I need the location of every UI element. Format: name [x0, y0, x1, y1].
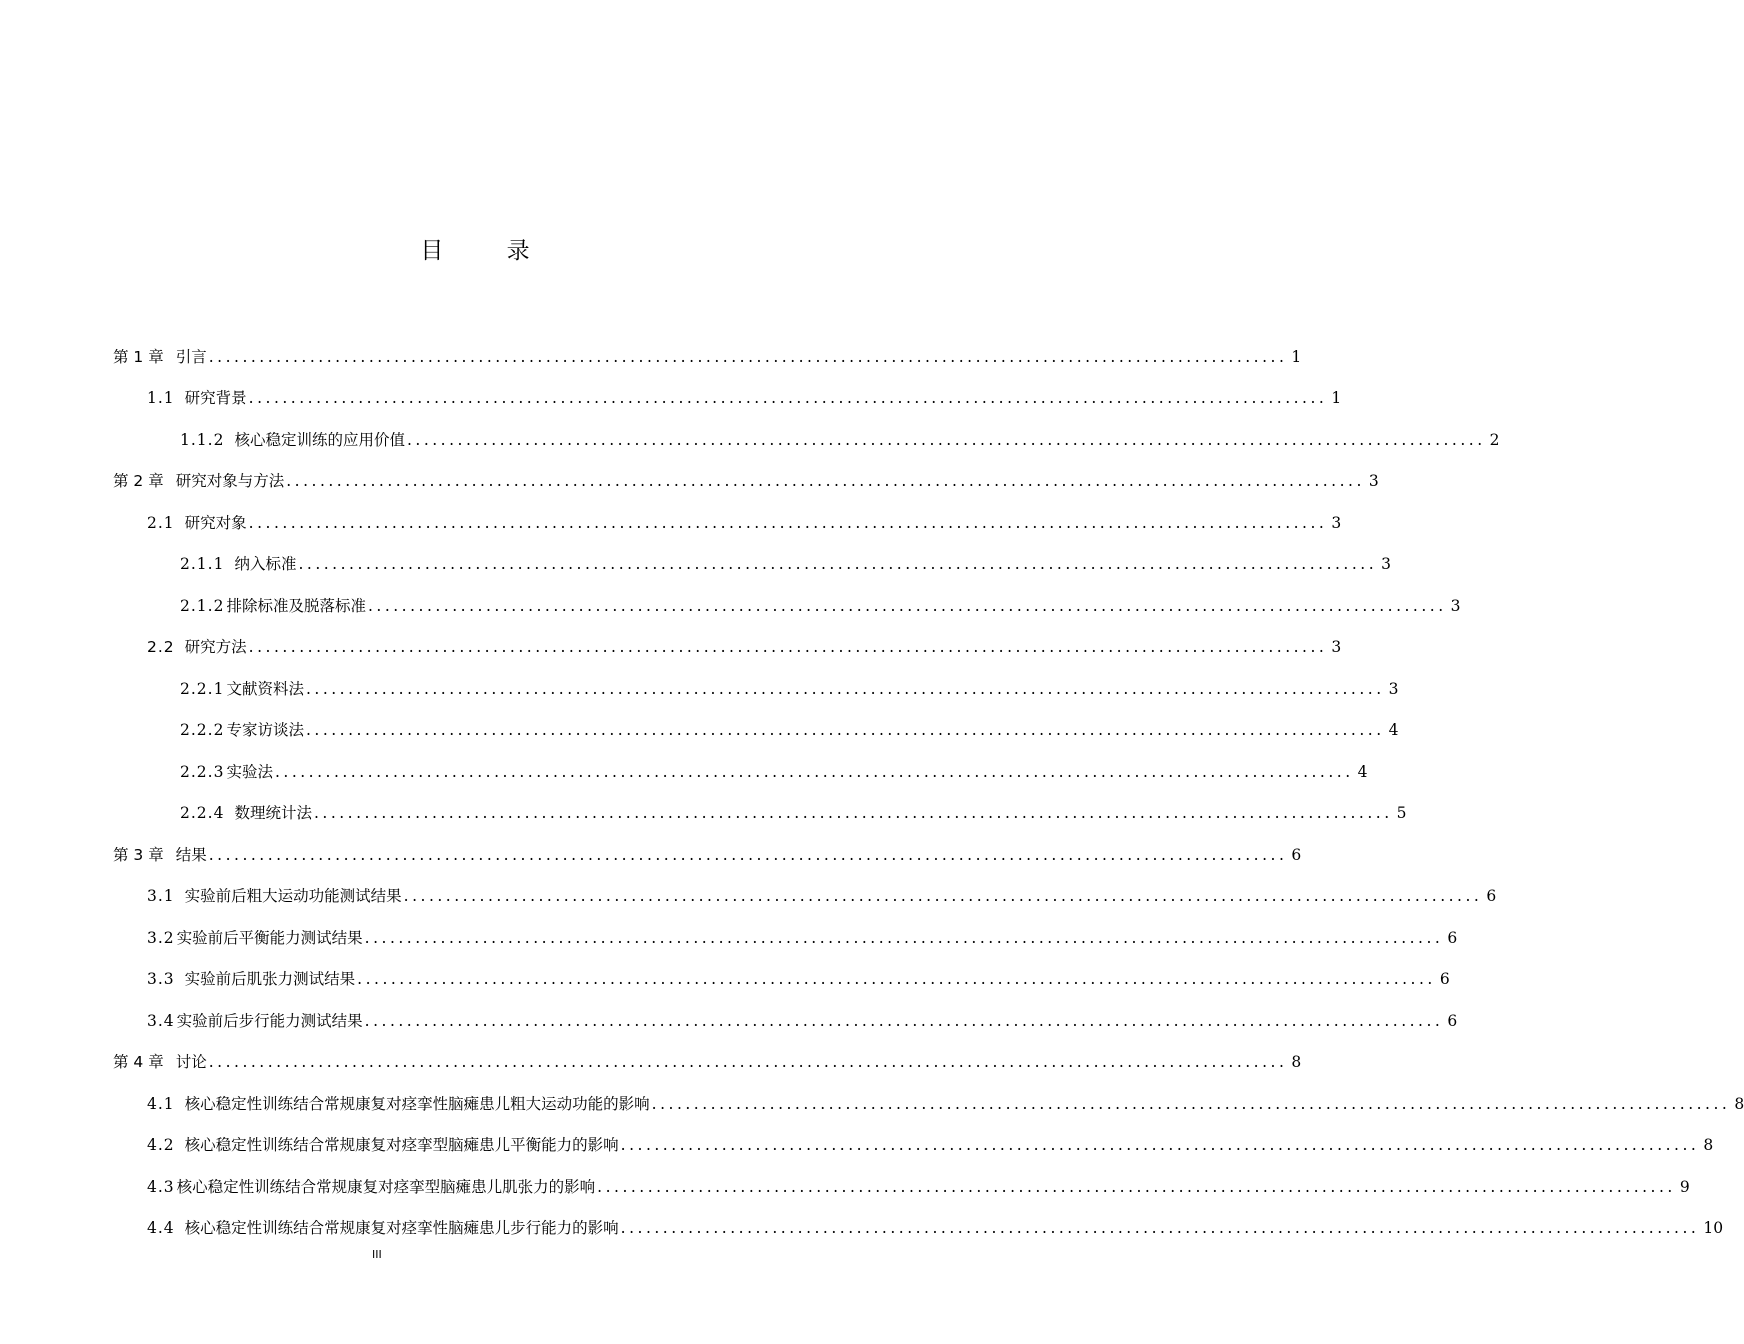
toc-entry-2-2-3[interactable]: [180, 759, 1368, 785]
toc-entry-label: 核心稳定性训练结合常规康复对痉挛型脑瘫患儿肌张力的影响: [176, 1178, 596, 1196]
toc-page-number: 6: [1447, 1012, 1458, 1030]
toc-page-number: 4: [1357, 763, 1368, 781]
toc-page-number: 8: [1734, 1095, 1744, 1113]
toc-leader-dots: ................................................................................................................................: [313, 804, 1393, 822]
toc-entry-1-1-2[interactable]: [180, 427, 1500, 453]
toc-entry-number: 2.2.1: [180, 680, 225, 698]
toc-entry-number: 第 1 章: [113, 348, 164, 366]
toc-title: 目 录: [420, 238, 558, 264]
toc-entry-number: 1.1: [147, 389, 175, 407]
toc-leader-dots: ................................................................................................................................: [597, 1178, 1676, 1196]
toc-entry-label: 研究对象: [184, 514, 247, 532]
toc-leader-dots: ................................................................................................................................: [208, 348, 1288, 366]
toc-entry-label: 研究对象与方法: [175, 472, 285, 490]
toc-leader-dots: ................................................................................................................................: [248, 389, 1328, 407]
toc-page-number: 6: [1439, 970, 1450, 988]
toc-leader-dots: ................................................................................................................................: [274, 763, 1354, 781]
toc-entry-number: 第 3 章: [113, 846, 164, 864]
toc-entry-label: 核心稳定性训练结合常规康复对痉挛型脑瘫患儿平衡能力的影响: [184, 1136, 619, 1154]
toc-leader-dots: ................................................................................................................................: [364, 1012, 1444, 1030]
toc-page-number: 6: [1447, 929, 1458, 947]
toc-entry-chapter-4[interactable]: [113, 1049, 1302, 1075]
toc-page-number: 8: [1703, 1136, 1714, 1154]
toc-entry-number: 第 2 章: [113, 472, 164, 490]
toc-leader-dots: ................................................................................................................................: [286, 472, 1365, 490]
toc-leader-dots: ................................................................................................................................: [248, 638, 1328, 656]
toc-entry-label: 数理统计法: [234, 804, 312, 822]
toc-entry-number: 3.4: [147, 1012, 175, 1030]
toc-page-number: 4: [1388, 721, 1399, 739]
toc-entry-3-4[interactable]: [147, 1008, 1458, 1034]
toc-entry-label: 排除标准及脱落标准: [226, 597, 366, 615]
toc-page-number: 10: [1703, 1219, 1724, 1237]
toc-entry-label: 结果: [175, 846, 207, 864]
toc-entry-number: 3.1: [147, 887, 175, 905]
toc-entry-3-2[interactable]: [147, 925, 1458, 951]
toc-entry-4-4[interactable]: [147, 1215, 1724, 1241]
toc-leader-dots: ................................................................................................................................: [367, 597, 1447, 615]
toc-entry-2-2[interactable]: [147, 634, 1342, 660]
toc-page-number: 3: [1381, 555, 1391, 573]
toc-entry-label: 研究方法: [184, 638, 247, 656]
toc-leader-dots: ................................................................................................................................: [403, 887, 1483, 905]
toc-entry-label: 讨论: [175, 1053, 207, 1071]
toc-page-number: 3: [1368, 472, 1379, 490]
toc-entry-3-1[interactable]: [147, 883, 1497, 909]
toc-page-number: 1: [1331, 389, 1342, 407]
toc-page-number: 5: [1396, 804, 1407, 822]
toc-entry-2-2-4[interactable]: [180, 800, 1407, 826]
toc-page-number: 3: [1331, 514, 1342, 532]
toc-entry-2-1-1[interactable]: [180, 551, 1391, 577]
toc-entry-number: 4.1: [147, 1095, 175, 1113]
toc-leader-dots: ................................................................................................................................: [208, 1053, 1288, 1071]
toc-leader-dots: ................................................................................................................................: [357, 970, 1436, 988]
toc-entry-number: 3.3: [147, 970, 175, 988]
toc-entry-4-2[interactable]: [147, 1132, 1714, 1158]
toc-entry-2-1-2[interactable]: [180, 593, 1461, 619]
toc-entry-number: 3.2: [147, 929, 175, 947]
toc-leader-dots: ................................................................................................................................: [208, 846, 1288, 864]
footer-page-number: III: [372, 1248, 382, 1261]
toc-page-number: 3: [1450, 597, 1461, 615]
toc-entry-3-3[interactable]: [147, 966, 1450, 992]
toc-entry-label: 实验前后肌张力测试结果: [184, 970, 356, 988]
toc-page-number: 3: [1388, 680, 1399, 698]
toc-page-number: 8: [1291, 1053, 1302, 1071]
toc-entry-label: 实验法: [226, 763, 273, 781]
toc-entry-label: 实验前后步行能力测试结果: [176, 1012, 363, 1030]
toc-entry-number: 4.3: [147, 1178, 175, 1196]
toc-entry-2-2-2[interactable]: [180, 717, 1399, 743]
toc-entry-label: 研究背景: [184, 389, 247, 407]
toc-entry-label: 核心稳定训练的应用价值: [234, 431, 405, 449]
toc-leader-dots: ................................................................................................................................: [364, 929, 1444, 947]
toc-entry-label: 实验前后平衡能力测试结果: [176, 929, 363, 947]
toc-leader-dots: ................................................................................................................................: [406, 431, 1486, 449]
toc-page-number: 3: [1331, 638, 1342, 656]
toc-entry-number: 2.2.2: [180, 721, 225, 739]
toc-entry-1-1[interactable]: [147, 385, 1342, 411]
toc-leader-dots: ................................................................................................................................: [248, 514, 1328, 532]
toc-leader-dots: ................................................................................................................................: [651, 1095, 1731, 1113]
toc-entry-label: 专家访谈法: [226, 721, 304, 739]
toc-entry-number: 4.4: [147, 1219, 175, 1237]
toc-entry-label: 纳入标准: [234, 555, 297, 573]
toc-entry-chapter-3[interactable]: [113, 842, 1302, 868]
toc-entry-number: 2.1.2: [180, 597, 225, 615]
toc-entry-label: 文献资料法: [226, 680, 304, 698]
toc-page-number: 6: [1291, 846, 1302, 864]
toc-entry-2-2-1[interactable]: [180, 676, 1399, 702]
toc-entry-number: 第 4 章: [113, 1053, 164, 1071]
toc-page-number: 2: [1489, 431, 1500, 449]
toc-leader-dots: ................................................................................................................................: [298, 555, 1378, 573]
toc-entry-label: 核心稳定性训练结合常规康复对痉挛性脑瘫患儿步行能力的影响: [184, 1219, 619, 1237]
toc-entry-chapter-1[interactable]: [113, 344, 1302, 370]
toc-entry-2-1[interactable]: [147, 510, 1342, 536]
toc-leader-dots: ................................................................................................................................: [620, 1219, 1700, 1237]
toc-entry-4-3[interactable]: [147, 1174, 1690, 1200]
toc-entry-label: 实验前后粗大运动功能测试结果: [184, 887, 402, 905]
toc-entry-label: 核心稳定性训练结合常规康复对痉挛性脑瘫患儿粗大运动功能的影响: [184, 1095, 650, 1113]
toc-leader-dots: ................................................................................................................................: [620, 1136, 1700, 1154]
toc-entry-number: 2.2.3: [180, 763, 225, 781]
toc-entry-chapter-2[interactable]: [113, 468, 1379, 494]
toc-entry-number: 2.1: [147, 514, 175, 532]
toc-entry-label: 引言: [175, 348, 207, 366]
toc-leader-dots: ................................................................................................................................: [305, 721, 1385, 739]
toc-entry-number: 1.1.2: [180, 431, 225, 449]
toc-entry-4-1[interactable]: [147, 1091, 1744, 1117]
toc-page-number: 6: [1486, 887, 1497, 905]
toc-leader-dots: ................................................................................................................................: [305, 680, 1385, 698]
toc-entry-number: 4.2: [147, 1136, 175, 1154]
toc-entry-number: 2.2.4: [180, 804, 225, 822]
toc-page-number: 1: [1291, 348, 1302, 366]
toc-entry-number: 2.2: [147, 638, 175, 656]
toc-entry-number: 2.1.1: [180, 555, 225, 573]
toc-page-number: 9: [1679, 1178, 1690, 1196]
